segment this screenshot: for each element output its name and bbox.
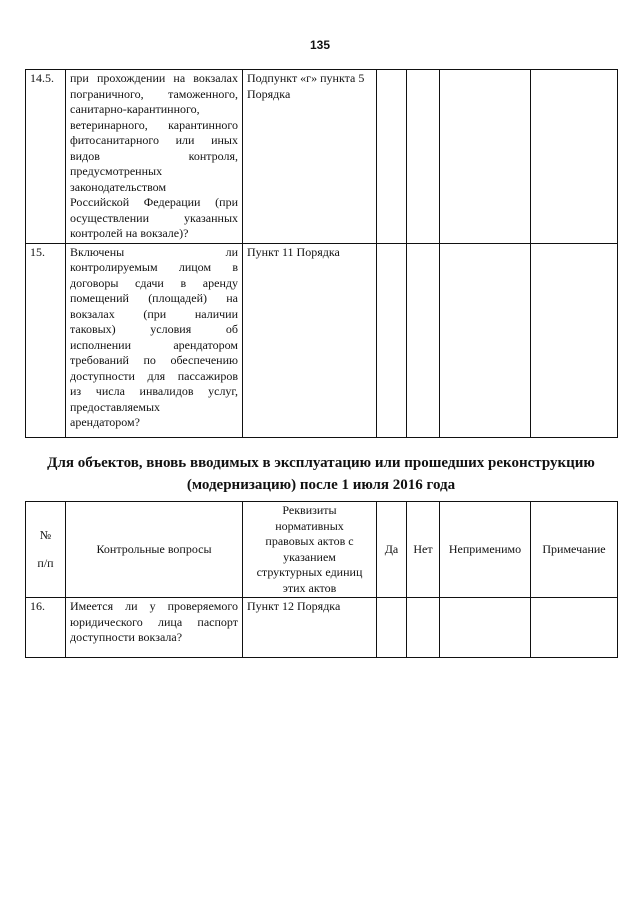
note-cell[interactable] xyxy=(531,598,618,658)
section-heading xyxy=(25,452,617,496)
question-line: санитарно-карантинного, xyxy=(70,102,200,116)
question-line: исполнении арендатором xyxy=(70,337,238,352)
question-line: при прохождении на вокзалах xyxy=(70,71,238,85)
question-line: арендатором? xyxy=(70,415,140,429)
header-note: Примечание xyxy=(531,502,618,598)
question-line: доступности для пассажиров xyxy=(70,368,238,383)
question-line: осуществлении указанных xyxy=(70,210,238,225)
header-number-line: № xyxy=(39,528,52,542)
header-reference-line: структурных единиц xyxy=(256,565,363,579)
header-reference-line: этих актов xyxy=(282,580,337,595)
question-line: из числа инвалидов услуг, xyxy=(70,384,238,398)
row-number: 16. xyxy=(26,598,66,658)
table-row xyxy=(26,598,618,658)
legal-reference: Пункт 11 Порядка xyxy=(243,243,377,437)
question-line: предусмотренных xyxy=(70,164,163,178)
question-line: Российской Федерации (при xyxy=(70,195,238,209)
page-number: 135 xyxy=(309,38,331,52)
table-row xyxy=(26,70,618,244)
question-line: фитосанитарного или иных xyxy=(70,133,238,147)
question-line: доступности вокзала? xyxy=(70,630,183,644)
not-applicable-cell[interactable] xyxy=(440,243,531,437)
table-header-row xyxy=(26,502,618,598)
checklist-table-top xyxy=(25,69,618,438)
question-line: законодательством xyxy=(70,179,167,194)
not-applicable-cell[interactable] xyxy=(440,598,531,658)
header-reference xyxy=(243,502,377,598)
row-number: 15. xyxy=(26,243,66,437)
header-not-applicable: Неприменимо xyxy=(440,502,531,598)
table-row xyxy=(26,243,618,437)
header-reference-line: правовых актов с xyxy=(265,534,354,548)
section-heading-line: (модернизацию) после 1 июля 2016 года xyxy=(186,477,456,493)
header-number xyxy=(26,502,66,598)
yes-cell[interactable] xyxy=(377,598,407,658)
header-reference-line: нормативных xyxy=(275,518,344,533)
checklist-table-bottom xyxy=(25,501,618,658)
header-number-line: п/п xyxy=(37,555,54,570)
yes-cell[interactable] xyxy=(377,70,407,244)
question-line: контролируемым лицом в xyxy=(70,260,238,274)
question-line: вокзалах (при наличии xyxy=(70,306,238,321)
question-line: видов контроля, xyxy=(70,148,238,163)
question-line: юридического лица паспорт xyxy=(70,614,238,629)
no-cell[interactable] xyxy=(407,70,440,244)
question-line: контролей на вокзале)? xyxy=(70,226,189,240)
header-yes: Да xyxy=(377,502,407,598)
no-cell[interactable] xyxy=(407,243,440,437)
control-question xyxy=(66,70,243,244)
section-heading-line: Для объектов, вновь вводимых в эксплуатацию или прошедших реконструкцию xyxy=(47,455,595,471)
note-cell[interactable] xyxy=(531,243,618,437)
not-applicable-cell[interactable] xyxy=(440,70,531,244)
header-reference-line: указанием xyxy=(283,549,336,564)
question-line: таковых) условия об xyxy=(70,322,238,336)
header-questions: Контрольные вопросы xyxy=(66,502,243,598)
question-line: помещений (площадей) на xyxy=(70,291,238,305)
question-line: договоры сдачи в аренду xyxy=(70,275,238,290)
header-no: Нет xyxy=(407,502,440,598)
legal-reference: Подпункт «г» пункта 5 Порядка xyxy=(243,70,377,244)
question-line: ветеринарного, карантинного xyxy=(70,117,238,132)
question-line: Включены ли xyxy=(70,244,238,259)
yes-cell[interactable] xyxy=(377,243,407,437)
note-cell[interactable] xyxy=(531,70,618,244)
no-cell[interactable] xyxy=(407,598,440,658)
control-question xyxy=(66,243,243,437)
header-reference-line: Реквизиты xyxy=(282,503,337,517)
legal-reference: Пункт 12 Порядка xyxy=(243,598,377,658)
row-number: 14.5. xyxy=(26,70,66,244)
question-line: предоставляемых xyxy=(70,399,161,414)
question-line: требований по обеспечению xyxy=(70,353,238,367)
question-line: пограничного, таможенного, xyxy=(70,86,238,101)
control-question xyxy=(66,598,243,658)
question-line: Имеется ли у проверяемого xyxy=(70,599,238,613)
